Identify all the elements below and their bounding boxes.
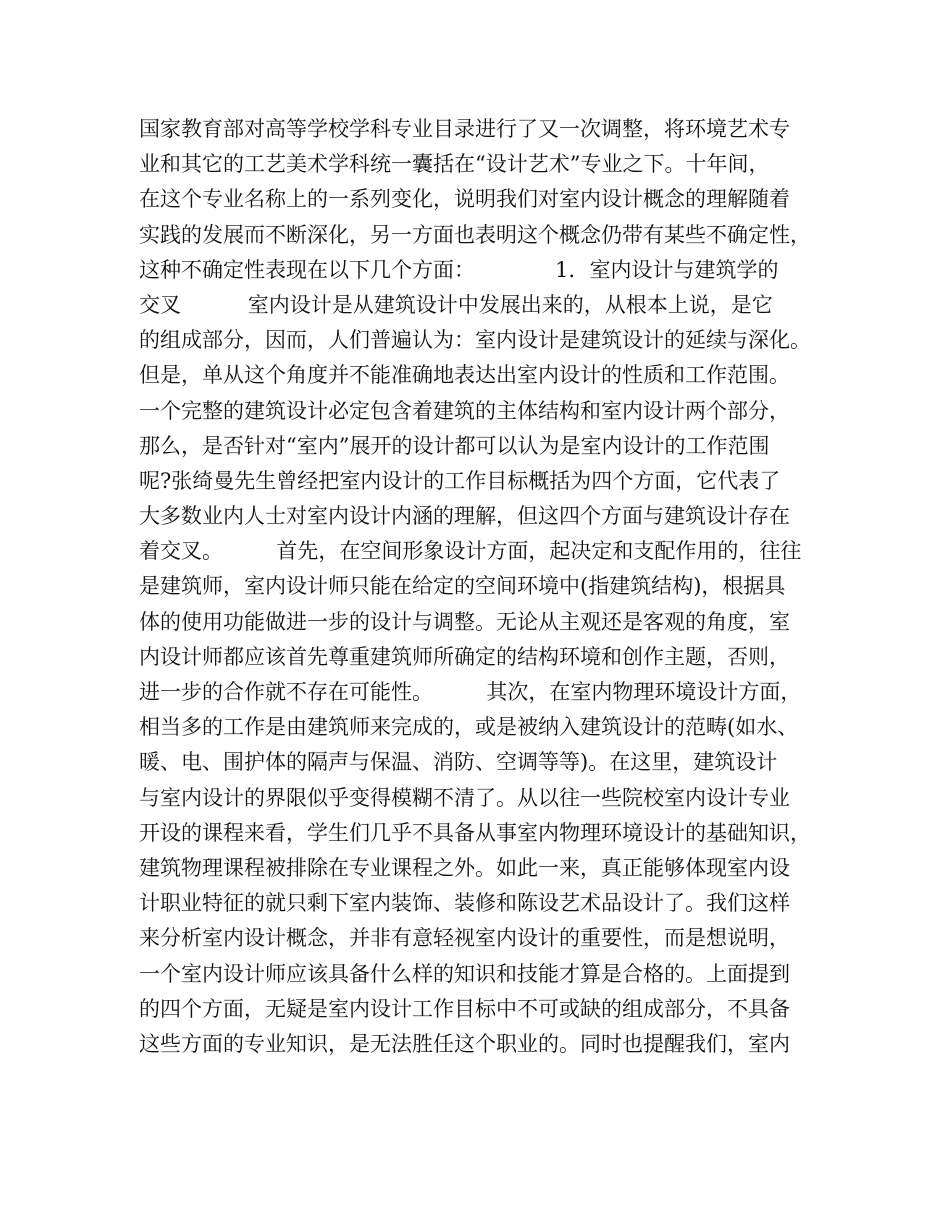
text-line: 来分析室内设计概念，并非有意轻视室内设计的重要性，而是想说明， [139, 926, 790, 951]
text-line: 实践的发展而不断深化，另一方面也表明这个概念仍带有某些不确定性， [139, 222, 811, 247]
text-line: 暖、电、围护体的隔声与保温、消防、空调等等)。在这里，建筑设计 [139, 750, 778, 775]
text-line: 交叉 室内设计是从建筑设计中发展出来的，从根本上说，是它 [139, 292, 773, 317]
text-line: 呢?张绮曼先生曾经把室内设计的工作目标概括为四个方面，它代表了 [139, 468, 781, 493]
text-line: 与室内设计的界限似乎变得模糊不清了。从以往一些院校室内设计专业 [139, 785, 790, 810]
text-line: 在这个专业名称上的一系列变化，说明我们对室内设计概念的理解随着 [139, 187, 790, 212]
text-line: 但是，单从这个角度并不能准确地表达出室内设计的性质和工作范围。 [139, 363, 790, 388]
text-line: 这种不确定性表现在以下几个方面： 1．室内设计与建筑学的 [139, 257, 779, 282]
text-line: 着交叉。 首先，在空间形象设计方面，起决定和支配作用的，往往 [139, 539, 802, 564]
text-line: 内设计师都应该首先尊重建筑师所确定的结构环境和创作主题，否则， [139, 644, 790, 669]
text-line: 国家教育部对高等学校学科专业目录进行了又一次调整，将环境艺术专 [139, 117, 790, 141]
text-line: 建筑物理课程被排除在专业课程之外。如此一来，真正能够体现室内设 [139, 855, 790, 880]
text-line: 的组成部分，因而，人们普遍认为：室内设计是建筑设计的延续与深化。 [139, 328, 811, 353]
text-line: 一个完整的建筑设计必定包含着建筑的主体结构和室内设计两个部分， [139, 398, 790, 423]
text-line: 一个室内设计师应该具备什么样的知识和技能才算是合格的。上面提到 [139, 961, 790, 986]
text-line: 业和其它的工艺美术学科统一囊括在“设计艺术”专业之下。十年间， [139, 152, 770, 177]
body-text [139, 112, 829, 1062]
text-line: 开设的课程来看，学生们几乎不具备从事室内物理环境设计的基础知识， [139, 820, 811, 845]
text-line: 大多数业内人士对室内设计内涵的理解，但这四个方面与建筑设计存在 [139, 504, 790, 529]
text-line: 体的使用功能做进一步的设计与调整。无论从主观还是客观的角度，室 [139, 609, 790, 634]
text-line: 的四个方面，无疑是室内设计工作目标中不可或缺的组成部分，不具备 [139, 996, 790, 1021]
text-line: 相当多的工作是由建筑师来完成的，或是被纳入建筑设计的范畴(如水、 [139, 715, 799, 740]
text-line: 这些方面的专业知识，是无法胜任这个职业的。同时也提醒我们，室内 [139, 1031, 790, 1056]
text-line: 进一步的合作就不存在可能性。 其次，在室内物理环境设计方面， [139, 680, 802, 704]
text-line: 是建筑师，室内设计师只能在给定的空间环境中(指建筑结构)，根据具 [139, 574, 786, 599]
text-line: 那么，是否针对“室内”展开的设计都可以认为是室内设计的工作范围 [139, 433, 770, 458]
text-line: 计职业特征的就只剩下室内装饰、装修和陈设艺术品设计了。我们这样 [139, 891, 790, 916]
